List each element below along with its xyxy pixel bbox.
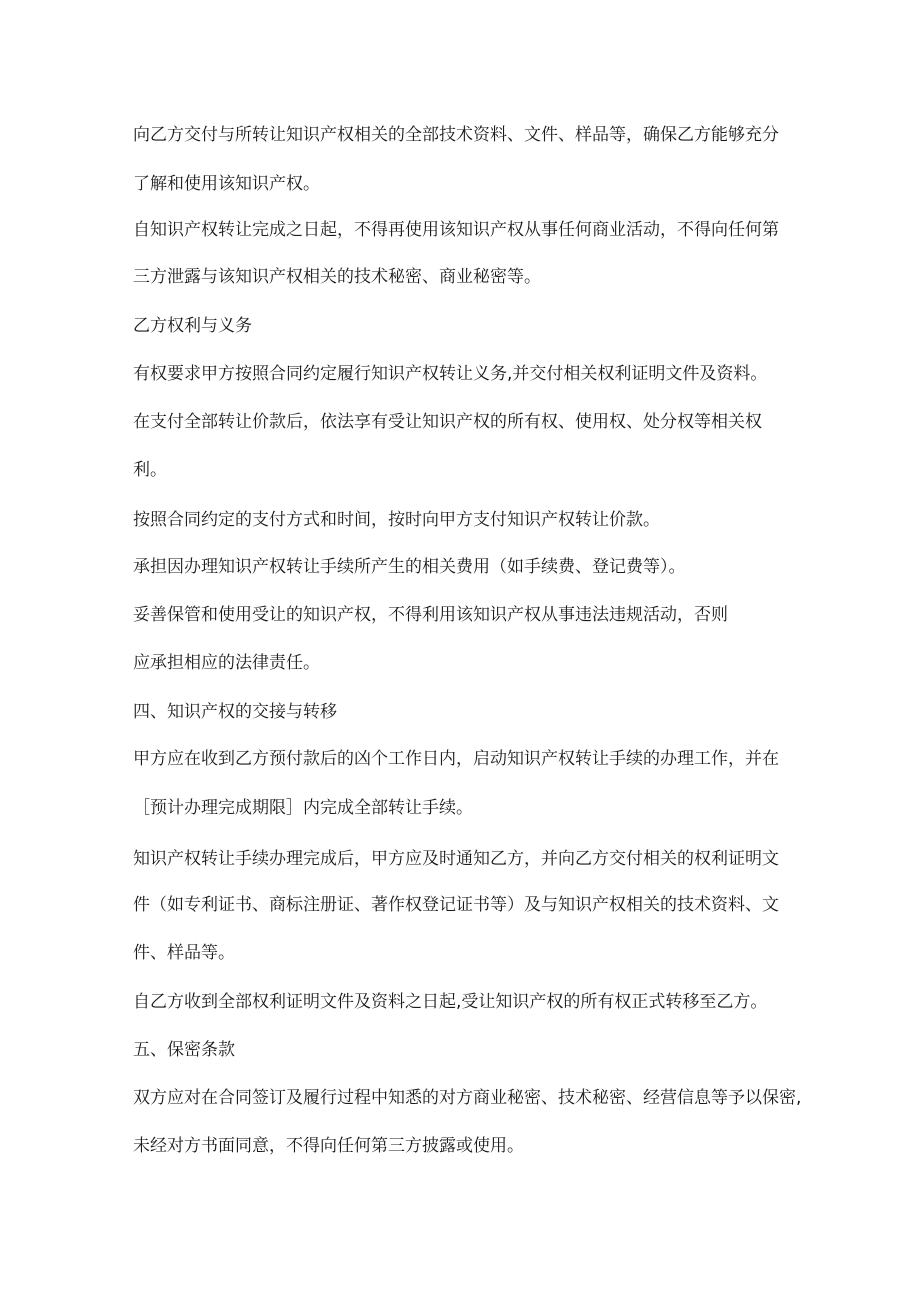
- text-line: 自知识产权转让完成之日起，不得再使用该知识产权从事任何商业活动，不得向任何第: [133, 220, 779, 240]
- section-heading: 乙方权利与义务: [133, 316, 252, 336]
- text-line: 承担因办理知识产权转让手续所产生的相关费用（如手续费、登记费等）。: [133, 557, 686, 577]
- text-line: 妥善保管和使用受让的知识产权，不得利用该知识产权从事违法违规活动，否则: [133, 605, 728, 625]
- text-line: 件（如专利证书、商标注册证、著作权登记证书等）及与知识产权相关的技术资料、文: [133, 895, 779, 915]
- text-line: 知识产权转让手续办理完成后，甲方应及时通知乙方，并向乙方交付相关的权利证明文: [133, 849, 779, 869]
- text-line: 未经对方书面同意，不得向任何第三方披露或使用。: [133, 1136, 524, 1156]
- text-line: 件、样品等。: [133, 943, 235, 963]
- text-line: 向乙方交付与所转让知识产权相关的全部技术资料、文件、样品等，确保乙方能够充分: [133, 125, 779, 145]
- section-heading: 五、保密条款: [133, 1040, 235, 1060]
- text-line: 在支付全部转让价款后，依法享有受让知识产权的所有权、使用权、处分权等相关权: [133, 412, 762, 432]
- text-line: ［预计办理完成期限］内完成全部转让手续。: [133, 798, 473, 818]
- text-line: 自乙方收到全部权利证明文件及资料之日起,受让知识产权的所有权正式转移至乙方。: [133, 992, 768, 1012]
- text-line: 双方应对在合同签订及履行过程中知悉的对方商业秘密、技术秘密、经营信息等予以保密,: [133, 1088, 802, 1108]
- text-line: 甲方应在收到乙方预付款后的凶个工作日内，启动知识产权转让手续的办理工作，并在: [133, 749, 779, 769]
- text-line: 应承担相应的法律责任。: [133, 653, 320, 673]
- text-line: 有权要求甲方按照合同约定履行知识产权转让义务,并交付相关权利证明文件及资料。: [133, 364, 768, 384]
- text-line: 了解和使用该知识产权。: [133, 174, 320, 194]
- text-line: 按照合同约定的支付方式和时间，按时向甲方支付知识产权转让价款。: [133, 510, 660, 530]
- text-line: 利。: [133, 460, 167, 480]
- section-heading: 四、知识产权的交接与转移: [133, 702, 337, 722]
- text-line: 三方泄露与该知识产权相关的技术秘密、商业秘密等。: [133, 267, 541, 287]
